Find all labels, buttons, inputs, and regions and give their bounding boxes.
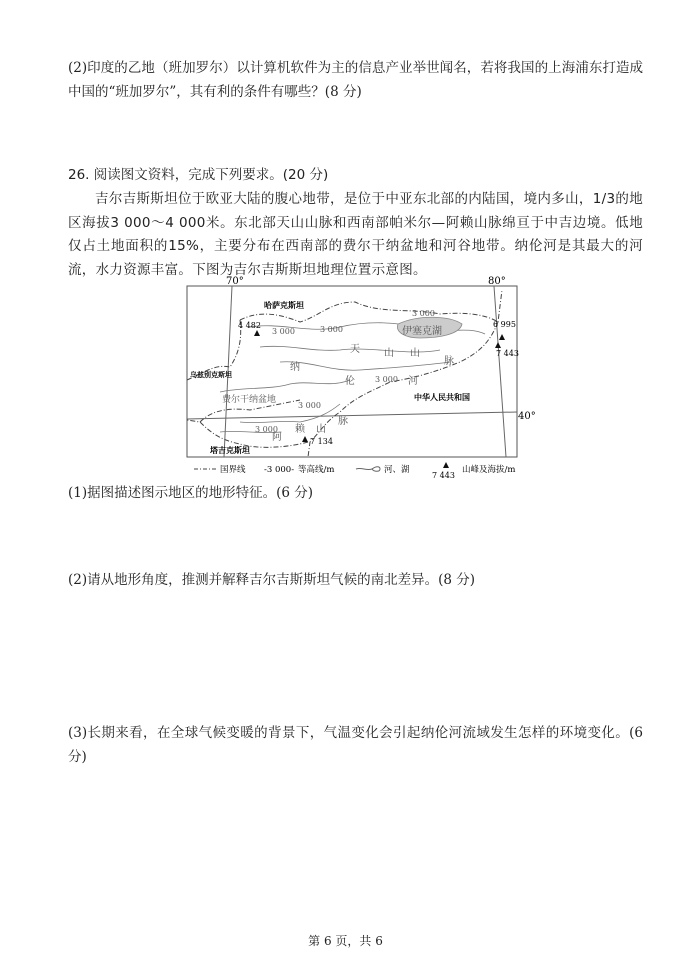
question-25-2: (2)印度的乙地（班加罗尔）以计算机软件为主的信息产业举世闻名，若将我国的上海浦东打造成中国的“班加罗尔”，其有利的条件有哪些？(8 分) — [68, 60, 643, 100]
question-26-paragraph: 吉尔吉斯斯坦位于欧亚大陆的腹心地带，是位于中亚东北部的内陆国，境内多山，1/3的地区海拔3 000～4 000米。东北部天山山脉和西南部帕米尔—阿赖山脉绵亘于中吉边境。低地仅占土地面积的15%，主要分布在西南部的费尔干纳盆地和河谷地带。纳伦河是其最大的河流，水力资源丰富。下图为吉尔吉斯斯坦地理位置示意图。 — [68, 191, 643, 278]
meridian-80 — [494, 286, 506, 457]
label-tianshan: 天 — [350, 344, 360, 355]
label-tajikistan: 塔吉克斯坦 — [210, 445, 250, 455]
label-naryn: 河 — [408, 376, 418, 387]
label-tianshan: 山 — [410, 348, 420, 359]
label-issyk-kul: 伊塞克湖 — [402, 326, 442, 337]
label-kazakhstan: 哈萨克斯坦 — [264, 300, 304, 310]
label-40: 40° — [518, 411, 536, 422]
question-26-2: (2)请从地形角度，推测并解释吉尔吉斯斯坦气候的南北差异。(8 分) — [68, 572, 476, 588]
legend-contour-sample: -3 000- — [264, 465, 295, 475]
question-26-3: (3)长期来看，在全球气候变暖的背景下，气温变化会引起纳伦河流域发生怎样的环境变化。(6 分) — [68, 725, 643, 765]
contour-label: 3 000 — [298, 401, 321, 410]
legend-border: 国界线 — [220, 465, 246, 475]
contour-label: 3 000 — [412, 309, 435, 318]
legend-contour: 等高线/m — [298, 465, 335, 475]
label-naryn: 纳 — [290, 362, 300, 373]
peak-6995: 6 995 — [493, 320, 516, 329]
contour-label: 3 000 — [255, 425, 278, 434]
page-footer: 第 6 页，共 6 — [308, 934, 383, 948]
label-uzbekistan: 乌兹别克斯坦 — [190, 370, 232, 379]
label-alai: 阿 — [272, 432, 282, 443]
label-naryn: 伦 — [345, 376, 355, 387]
legend-river: 河、湖 — [384, 465, 410, 475]
peak-4482: 4 482 — [238, 321, 261, 330]
peak-7134: 7 134 — [310, 437, 333, 446]
legend-peak-sample: 7 443 — [432, 471, 455, 480]
question-26-title: 26. 阅读图文资料，完成下列要求。(20 分) — [68, 167, 329, 183]
label-alai: 赖 — [295, 424, 305, 435]
peak-icon — [254, 330, 505, 442]
label-china: 中华人民共和国 — [414, 392, 470, 402]
label-tianshan: 脉 — [444, 356, 454, 367]
contour-label: 3 000 — [272, 327, 295, 336]
label-alai: 脉 — [338, 416, 348, 427]
map-legend — [194, 462, 515, 480]
label-80: 80° — [488, 276, 506, 287]
peak-icon — [443, 462, 449, 468]
border-line — [187, 290, 502, 457]
label-fergana: 费尔干纳盆地 — [222, 395, 277, 405]
peak-7443: 7 443 — [496, 349, 519, 358]
label-70: 70° — [226, 276, 244, 287]
contour-label: 3 000 — [375, 375, 398, 384]
question-26-1: (1)据图描述图示地区的地形特征。(6 分) — [68, 485, 314, 501]
parallel-40 — [187, 412, 517, 419]
contour-label: 3 000 — [320, 325, 343, 334]
label-alai: 山 — [316, 424, 326, 435]
label-tianshan: 山 — [384, 348, 394, 359]
legend-peak: 山峰及海拔/m — [462, 465, 516, 475]
kyrgyzstan-map — [180, 272, 536, 484]
